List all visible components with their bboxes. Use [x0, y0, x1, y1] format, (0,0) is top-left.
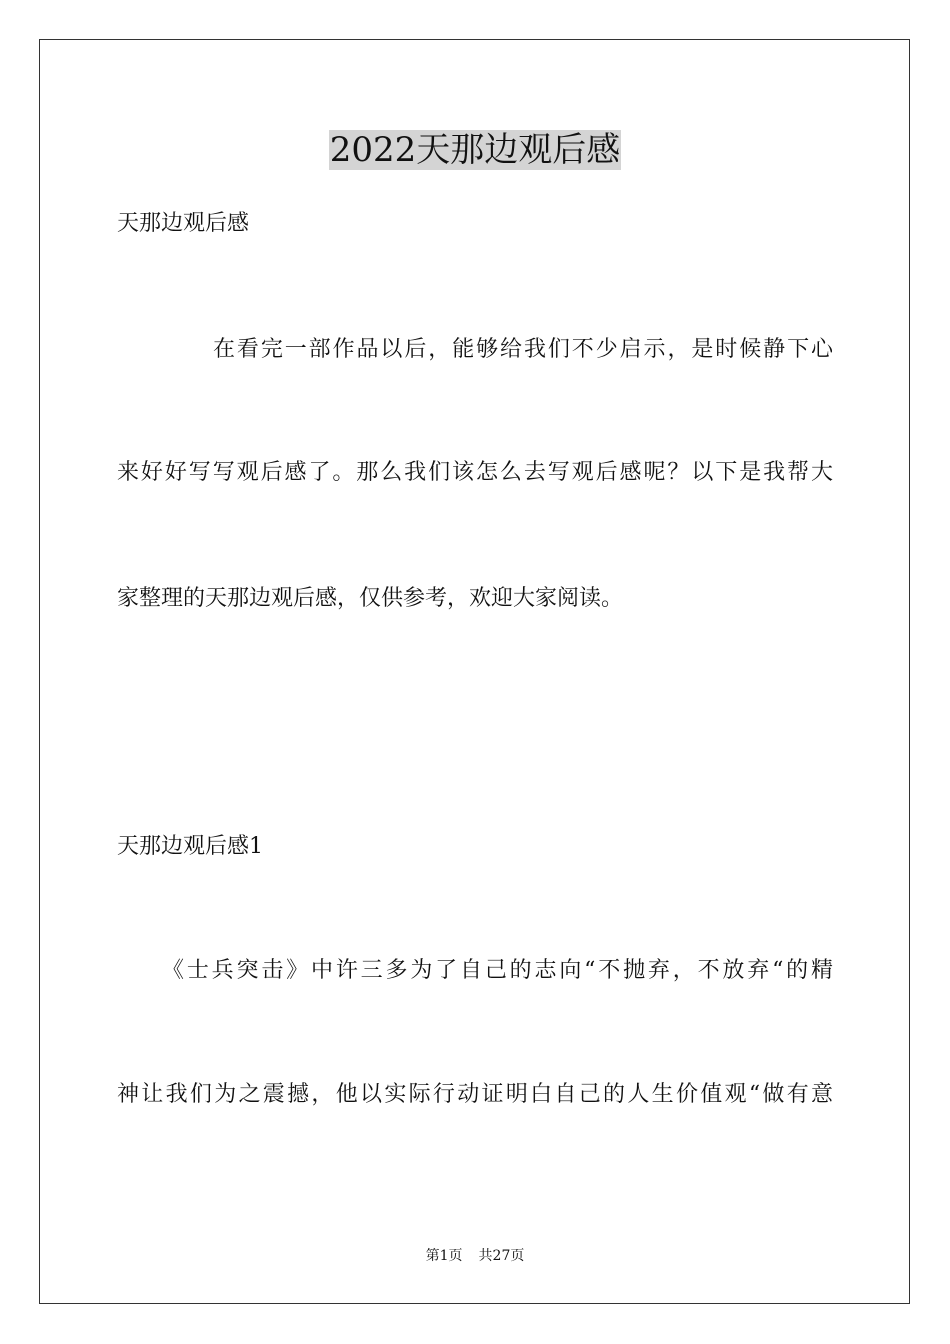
page-number: 第1页: [425, 1248, 463, 1264]
intro-line-1: 在看完一部作品以后，能够给我们不少启示，是时候静下心: [213, 337, 833, 362]
body-line-1: 《士兵突击》中许三多为了自己的志向“不抛弃，不放弃“的精: [162, 958, 833, 983]
intro-line-2: 来好好写写观后感了。那么我们该怎么去写观后感呢？以下是我帮大: [117, 460, 833, 485]
document-title-text: 2022天那边观后感: [329, 130, 621, 170]
section-heading: 天那边观后感1: [117, 834, 263, 859]
intro-line-3: 家整理的天那边观后感，仅供参考，欢迎大家阅读。: [117, 586, 624, 611]
page-footer: [0, 1246, 950, 1266]
document-title: [0, 128, 950, 172]
document-subtitle: 天那边观后感: [117, 211, 250, 236]
body-line-2: 神让我们为之震撼，他以实际行动证明白自己的人生价值观“做有意: [117, 1082, 833, 1107]
page-total: 共27页: [478, 1248, 525, 1264]
